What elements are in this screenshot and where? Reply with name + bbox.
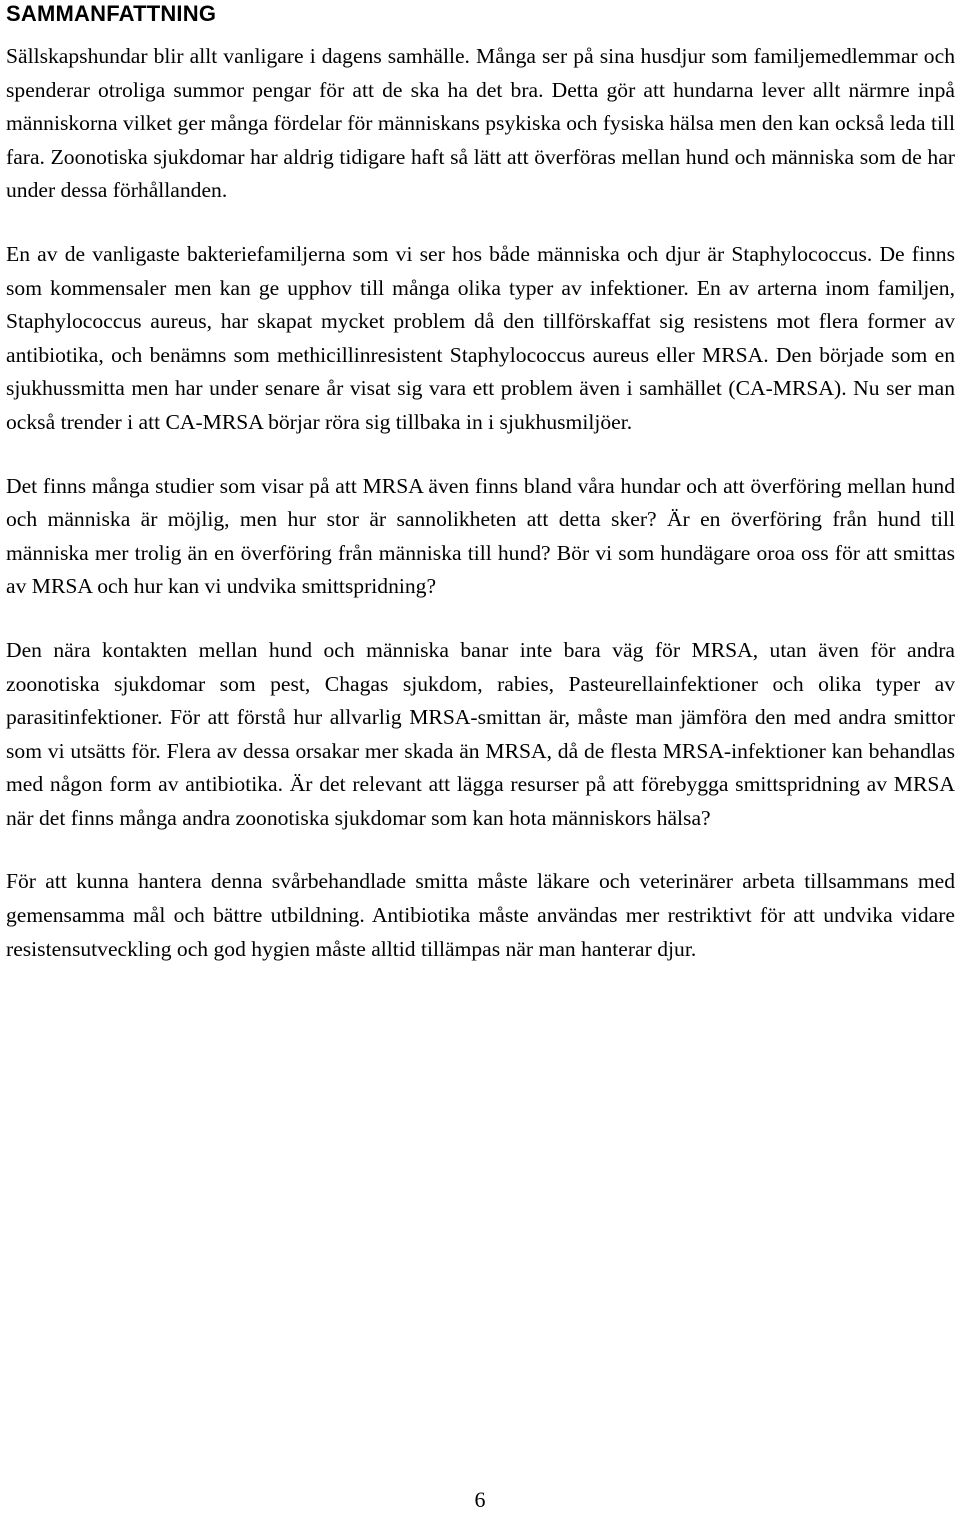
page-number: 6	[474, 1487, 486, 1512]
paragraph-2: En av de vanligaste bakteriefamiljerna som vi ser hos både människa och djur är Staphylococcus. De finns som kommensaler men kan ge upphov till många olika typer av infektioner. En av arterna inom familjen, Staphylococcus aureus, har skapat mycket problem då den tillförskaffat sig resistens mot flera former av antibiotika, och benämns som methicillinresistent Staphylococcus aureus eller MRSA. Den började som en sjukhussmitta men har under senare år visat sig vara ett problem även i samhället (CA-MRSA). Nu ser man också trender i att CA-MRSA börjar röra sig tillbaka in i sjukhusmiljöer.	[6, 241, 955, 434]
paragraph-5: För att kunna hantera denna svårbehandlade smitta måste läkare och veterinärer arbeta tillsammans med gemensamma mål och bättre utbildning. Antibiotika måste användas mer restriktivt för att undvika vidare resistensutveckling och god hygien måste alltid tillämpas när man hanterar djur.	[6, 869, 955, 961]
paragraph-4: Den nära kontakten mellan hund och människa banar inte bara väg för MRSA, utan även för andra zoonotiska sjukdomar som pest, Chagas sjukdom, rabies, Pasteurellainfektioner och olika typer av parasitinfektioner. För att förstå hur allvarlig MRSA-smittan är, måste man jämföra den med andra smittor som vi utsätts för. Flera av dessa orsakar mer skada än MRSA, då de flesta MRSA-infektioner kan behandlas med någon form av antibiotika. Är det relevant att lägga resurser på att förebygga smittspridning av MRSA när det finns många andra zoonotiska sjukdomar som kan hota människors hälsa?	[6, 637, 955, 830]
paragraph-1: Sällskapshundar blir allt vanligare i dagens samhälle. Många ser på sina husdjur som familjemedlemmar och spenderar otroliga summor pengar för att de ska ha det bra. Detta gör att hundarna lever allt närmre inpå människorna vilket ger många fördelar för människans psykiska och fysiska hälsa men den kan också leda till fara. Zoonotiska sjukdomar har aldrig tidigare haft så lätt att överföras mellan hund och människa som de har under dessa förhållanden.	[6, 44, 955, 203]
paragraph-3: Det finns många studier som visar på att MRSA även finns bland våra hundar och att överföring mellan hund och människa är möjlig, men hur stor är sannolikheten att detta sker? Är en överföring från hund till människa mer trolig än en överföring från människa till hund? Bör vi som hundägare oroa oss för att smittas av MRSA och hur kan vi undvika smittspridning?	[6, 473, 955, 599]
document-page	[6, 0, 955, 966]
section-heading: SAMMANFATTNING	[6, 1, 217, 26]
